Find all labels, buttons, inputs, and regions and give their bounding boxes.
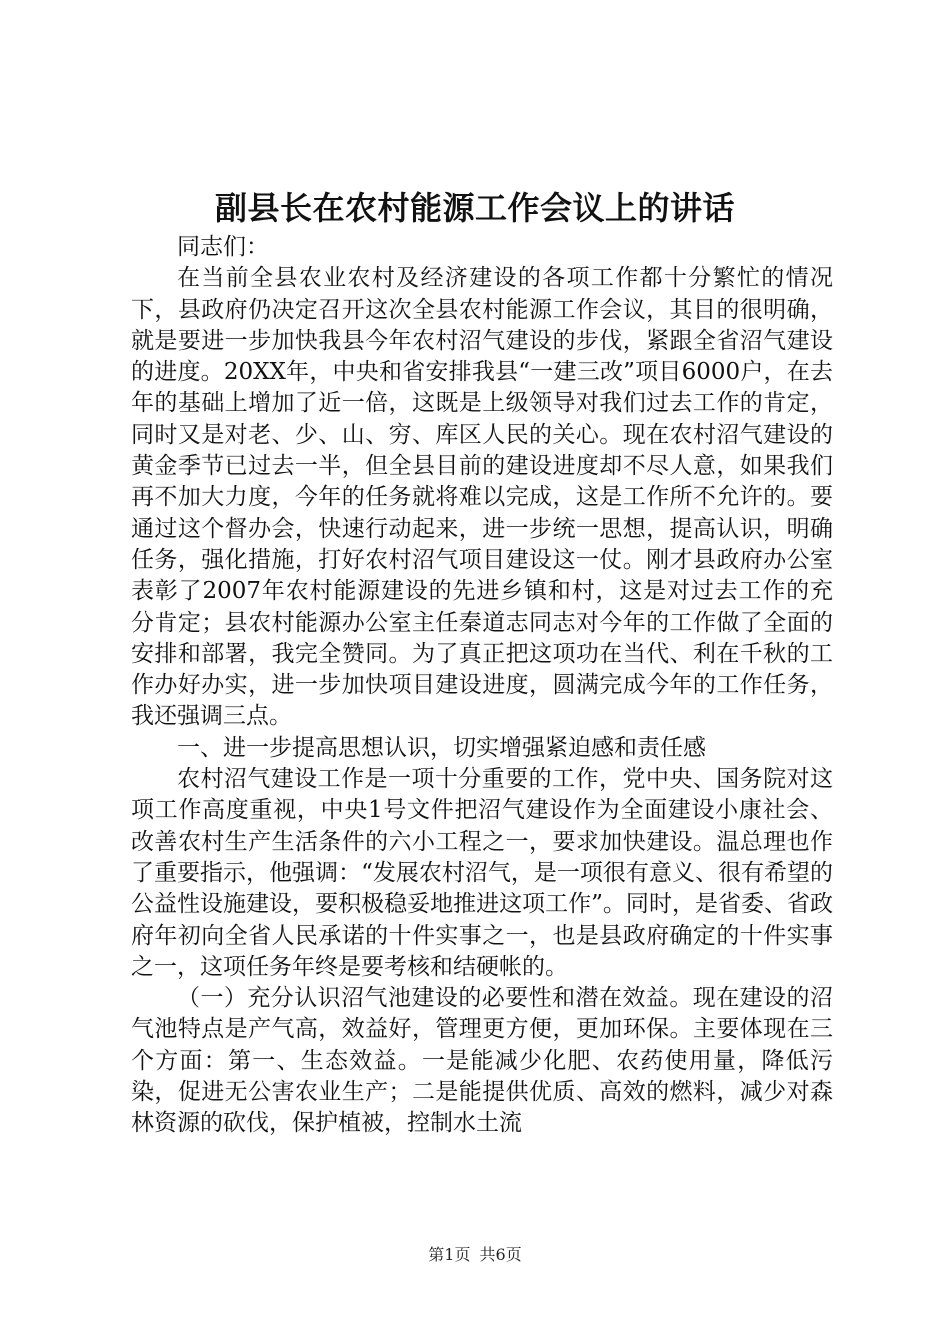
- body-paragraph: 在当前全县农业农村及经济建设的各项工作都十分繁忙的情况下，县政府仍决定召开这次全县农村能源工作会议，其目的很明确，就是要进一步加快我县今年农村沼气建设的步伐，紧跟全省沼气建设的进度。20XX年，中央和省安排我县“一建三改”项目6000户，在去年的基础上增加了近一倍，这既是上级领导对我们过去工作的肯定，同时又是对老、少、山、穷、库区人民的关心。现在农村沼气建设的黄金季节已过去一半，但全县目前的建设进度却不尽人意，如果我们再不加大力度，今年的任务就将难以完成，这是工作所不允许的。要通过这个督办会，快速行动起来，进一步统一思想，提高认识，明确任务，强化措施，打好农村沼气项目建设这一仗。刚才县政府办公室表彰了2007年农村能源建设的先进乡镇和村，这是对过去工作的充分肯定；县农村能源办公室主任秦道志同志对今年的工作做了全面的安排和部署，我完全赞同。为了真正把这项功在当代、利在千秋的工作办好办实，进一步加快项目建设进度，圆满完成今年的工作任务，我还强调三点。: [131, 265, 833, 730]
- page-number: 第1页: [428, 1245, 471, 1264]
- section-heading: 一、进一步提高思想认识，切实增强紧迫感和责任感: [177, 734, 706, 761]
- page-footer: [0, 1244, 950, 1266]
- document-body: [131, 232, 833, 1140]
- body-paragraph: （一）充分认识沼气池建设的必要性和潜在效益。现在建设的沼气池特点是产气高，效益好，管理更方便，更加环保。主要体现在三个方面：第一、生态效益。一是能减少化肥、农药使用量，降低污染，促进无公害农业生产；二是能提供优质、高效的燃料，减少对森林资源的砍伐，保护植被，控制水土流: [131, 985, 833, 1137]
- document-title: 副县长在农村能源工作会议上的讲话: [214, 189, 735, 227]
- body-paragraph: 农村沼气建设工作是一项十分重要的工作，党中央、国务院对这项工作高度重视，中央1号文件把沼气建设作为全面建设小康社会、改善农村生产生活条件的六小工程之一，要求加快建设。温总理也作了重要指示，他强调：“发展农村沼气，是一项很有意义、很有希望的公益性设施建设，要积极稳妥地推进这项工作”。同时，是省委、省政府年初向全省人民承诺的十件实事之一，也是县政府确定的十件实事之一，这项任务年终是要考核和结硬帐的。: [131, 766, 833, 980]
- page-total: 共6页: [479, 1245, 522, 1264]
- salutation-paragraph: 同志们：: [177, 234, 269, 260]
